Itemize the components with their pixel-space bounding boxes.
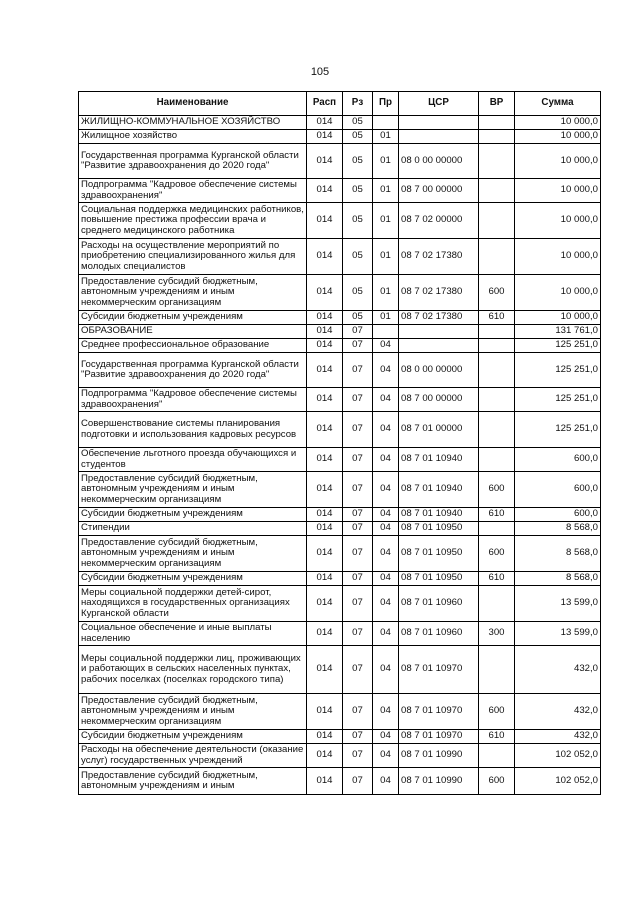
- cell-pr: 01: [373, 203, 399, 239]
- cell-csr: 08 7 01 10990: [399, 744, 479, 768]
- cell-rasp: 014: [307, 311, 343, 325]
- cell-pr: 04: [373, 572, 399, 586]
- cell-sum: 10 000,0: [515, 203, 601, 239]
- cell-vr: [479, 239, 515, 275]
- cell-pr: 04: [373, 522, 399, 536]
- cell-rasp: 014: [307, 339, 343, 353]
- cell-name: Предоставление субсидий бюджетным, автономным учреждениям и иным некоммерческим организациям: [79, 694, 307, 730]
- cell-vr: 600: [479, 472, 515, 508]
- cell-sum: 13 599,0: [515, 586, 601, 622]
- cell-csr: 08 7 01 10940: [399, 508, 479, 522]
- cell-name: Меры социальной поддержки детей-сирот, находящихся в государственных организациях Курганской области: [79, 586, 307, 622]
- table-row: [79, 325, 601, 339]
- cell-vr: [479, 144, 515, 179]
- cell-rz: 05: [343, 275, 373, 311]
- column-header-pr: Пр: [373, 92, 399, 116]
- cell-name: Подпрограмма "Кадровое обеспечение системы здравоохранения": [79, 179, 307, 203]
- table-row: [79, 311, 601, 325]
- table-row: [79, 768, 601, 795]
- cell-rasp: 014: [307, 768, 343, 795]
- cell-sum: 432,0: [515, 694, 601, 730]
- table-row: [79, 275, 601, 311]
- cell-pr: 04: [373, 353, 399, 388]
- cell-csr: 08 0 00 00000: [399, 144, 479, 179]
- cell-csr: 08 7 01 10940: [399, 448, 479, 472]
- table-row: [79, 130, 601, 144]
- cell-rasp: 014: [307, 130, 343, 144]
- cell-name: Предоставление субсидий бюджетным, автономным учреждениям и иным некоммерческим организациям: [79, 275, 307, 311]
- cell-vr: [479, 339, 515, 353]
- cell-pr: 04: [373, 744, 399, 768]
- table-row: [79, 508, 601, 522]
- page-number: 105: [310, 66, 330, 78]
- cell-csr: 08 0 00 00000: [399, 353, 479, 388]
- cell-rz: 07: [343, 646, 373, 694]
- cell-vr: [479, 388, 515, 412]
- cell-rz: 07: [343, 412, 373, 448]
- table-row: [79, 339, 601, 353]
- cell-csr: [399, 339, 479, 353]
- cell-name: Жилищное хозяйство: [79, 130, 307, 144]
- cell-csr: 08 7 01 00000: [399, 412, 479, 448]
- cell-sum: 8 568,0: [515, 536, 601, 572]
- cell-vr: [479, 179, 515, 203]
- cell-csr: 08 7 01 10950: [399, 536, 479, 572]
- budget-table: [78, 91, 601, 795]
- cell-sum: 13 599,0: [515, 622, 601, 646]
- cell-rz: 07: [343, 586, 373, 622]
- cell-rz: 07: [343, 388, 373, 412]
- cell-vr: 610: [479, 730, 515, 744]
- table-row: [79, 744, 601, 768]
- cell-rasp: 014: [307, 203, 343, 239]
- cell-sum: 10 000,0: [515, 130, 601, 144]
- cell-name: Совершенствование системы планирования подготовки и использования кадровых ресурсов: [79, 412, 307, 448]
- cell-pr: [373, 116, 399, 130]
- cell-sum: 125 251,0: [515, 388, 601, 412]
- cell-sum: 8 568,0: [515, 522, 601, 536]
- cell-pr: 01: [373, 144, 399, 179]
- cell-rz: 07: [343, 472, 373, 508]
- cell-csr: 08 7 02 17380: [399, 239, 479, 275]
- cell-rz: 07: [343, 339, 373, 353]
- column-header-csr: ЦСР: [399, 92, 479, 116]
- cell-csr: 08 7 02 00000: [399, 203, 479, 239]
- cell-rasp: 014: [307, 730, 343, 744]
- cell-sum: 432,0: [515, 646, 601, 694]
- cell-rz: 07: [343, 622, 373, 646]
- cell-vr: 600: [479, 275, 515, 311]
- cell-name: Среднее профессиональное образование: [79, 339, 307, 353]
- cell-sum: 10 000,0: [515, 116, 601, 130]
- cell-name: Государственная программа Курганской области "Развитие здравоохранения до 2020 года": [79, 144, 307, 179]
- column-header-vr: ВР: [479, 92, 515, 116]
- cell-sum: 10 000,0: [515, 311, 601, 325]
- cell-name: Социальное обеспечение и иные выплаты населению: [79, 622, 307, 646]
- cell-sum: 102 052,0: [515, 768, 601, 795]
- cell-vr: 600: [479, 768, 515, 795]
- cell-pr: 04: [373, 646, 399, 694]
- cell-csr: [399, 116, 479, 130]
- cell-vr: [479, 646, 515, 694]
- cell-pr: 04: [373, 730, 399, 744]
- cell-rasp: 014: [307, 508, 343, 522]
- cell-name: Социальная поддержка медицинских работников, повышение престижа профессии врача и среднего медицинского работника: [79, 203, 307, 239]
- cell-pr: 04: [373, 694, 399, 730]
- table-body: [79, 116, 601, 795]
- table-row: [79, 694, 601, 730]
- cell-rasp: 014: [307, 388, 343, 412]
- cell-vr: 610: [479, 311, 515, 325]
- cell-pr: 04: [373, 472, 399, 508]
- cell-csr: [399, 325, 479, 339]
- table-row: [79, 522, 601, 536]
- cell-rasp: 014: [307, 239, 343, 275]
- cell-vr: [479, 412, 515, 448]
- cell-pr: 01: [373, 239, 399, 275]
- cell-pr: 04: [373, 768, 399, 795]
- cell-vr: [479, 353, 515, 388]
- cell-pr: [373, 325, 399, 339]
- cell-sum: 131 761,0: [515, 325, 601, 339]
- cell-vr: [479, 203, 515, 239]
- column-header-rz: Рз: [343, 92, 373, 116]
- cell-rz: 05: [343, 116, 373, 130]
- cell-rz: 05: [343, 179, 373, 203]
- table-header-row: [79, 92, 601, 116]
- column-header-rasp: Расп: [307, 92, 343, 116]
- cell-name: Стипендии: [79, 522, 307, 536]
- cell-name: ОБРАЗОВАНИЕ: [79, 325, 307, 339]
- cell-csr: 08 7 01 10990: [399, 768, 479, 795]
- table-row: [79, 448, 601, 472]
- cell-rz: 05: [343, 203, 373, 239]
- cell-name: ЖИЛИЩНО-КОММУНАЛЬНОЕ ХОЗЯЙСТВО: [79, 116, 307, 130]
- cell-pr: 01: [373, 179, 399, 203]
- cell-vr: 610: [479, 508, 515, 522]
- cell-sum: 102 052,0: [515, 744, 601, 768]
- cell-rasp: 014: [307, 744, 343, 768]
- cell-pr: 04: [373, 448, 399, 472]
- cell-sum: 600,0: [515, 508, 601, 522]
- cell-csr: 08 7 01 10950: [399, 522, 479, 536]
- cell-vr: [479, 586, 515, 622]
- column-header-sum: Сумма: [515, 92, 601, 116]
- cell-rasp: 014: [307, 694, 343, 730]
- cell-rasp: 014: [307, 116, 343, 130]
- cell-vr: 600: [479, 694, 515, 730]
- cell-rasp: 014: [307, 144, 343, 179]
- cell-name: Субсидии бюджетным учреждениям: [79, 508, 307, 522]
- cell-rz: 05: [343, 144, 373, 179]
- cell-name: Предоставление субсидий бюджетным, автономным учреждениям и иным некоммерческим организациям: [79, 536, 307, 572]
- cell-pr: 01: [373, 275, 399, 311]
- table-row: [79, 353, 601, 388]
- cell-name: Подпрограмма "Кадровое обеспечение системы здравоохранения": [79, 388, 307, 412]
- cell-name: Субсидии бюджетным учреждениям: [79, 730, 307, 744]
- cell-rasp: 014: [307, 325, 343, 339]
- table-row: [79, 622, 601, 646]
- cell-rasp: 014: [307, 586, 343, 622]
- table-row: [79, 239, 601, 275]
- table-row: [79, 144, 601, 179]
- cell-rz: 07: [343, 448, 373, 472]
- cell-rasp: 014: [307, 536, 343, 572]
- cell-sum: 600,0: [515, 472, 601, 508]
- cell-csr: 08 7 01 10970: [399, 730, 479, 744]
- cell-name: Предоставление субсидий бюджетным, автономным учреждениям и иным: [79, 768, 307, 795]
- cell-sum: 125 251,0: [515, 339, 601, 353]
- cell-csr: 08 7 01 10960: [399, 586, 479, 622]
- cell-rasp: 014: [307, 472, 343, 508]
- cell-sum: 125 251,0: [515, 353, 601, 388]
- cell-csr: 08 7 00 00000: [399, 179, 479, 203]
- cell-vr: [479, 116, 515, 130]
- cell-vr: [479, 130, 515, 144]
- cell-sum: 600,0: [515, 448, 601, 472]
- cell-csr: 08 7 01 10950: [399, 572, 479, 586]
- cell-name: Меры социальной поддержки лиц, проживающих и работающих в сельских населенных пунктах, рабочих поселках (поселках городского типа): [79, 646, 307, 694]
- cell-name: Субсидии бюджетным учреждениям: [79, 311, 307, 325]
- cell-rasp: 014: [307, 412, 343, 448]
- cell-rz: 07: [343, 522, 373, 536]
- cell-rz: 07: [343, 744, 373, 768]
- table-row: [79, 586, 601, 622]
- table-row: [79, 116, 601, 130]
- cell-sum: 125 251,0: [515, 412, 601, 448]
- cell-sum: 10 000,0: [515, 144, 601, 179]
- cell-rasp: 014: [307, 522, 343, 536]
- cell-csr: 08 7 00 00000: [399, 388, 479, 412]
- cell-csr: 08 7 02 17380: [399, 275, 479, 311]
- cell-name: Государственная программа Курганской области "Развитие здравоохранения до 2020 года": [79, 353, 307, 388]
- cell-rz: 05: [343, 311, 373, 325]
- cell-pr: 04: [373, 388, 399, 412]
- cell-rz: 07: [343, 572, 373, 586]
- cell-rasp: 014: [307, 646, 343, 694]
- cell-rasp: 014: [307, 275, 343, 311]
- table-row: [79, 536, 601, 572]
- cell-csr: 08 7 01 10970: [399, 694, 479, 730]
- cell-name: Субсидии бюджетным учреждениям: [79, 572, 307, 586]
- cell-pr: 04: [373, 508, 399, 522]
- cell-rz: 07: [343, 694, 373, 730]
- table-row: [79, 388, 601, 412]
- cell-name: Обеспечение льготного проезда обучающихся и студентов: [79, 448, 307, 472]
- cell-pr: 04: [373, 412, 399, 448]
- cell-csr: 08 7 01 10940: [399, 472, 479, 508]
- column-header-name: Наименование: [79, 92, 307, 116]
- table-row: [79, 179, 601, 203]
- cell-vr: [479, 448, 515, 472]
- table-row: [79, 572, 601, 586]
- cell-vr: 610: [479, 572, 515, 586]
- cell-rasp: 014: [307, 622, 343, 646]
- cell-sum: 10 000,0: [515, 239, 601, 275]
- cell-vr: [479, 522, 515, 536]
- cell-rz: 07: [343, 768, 373, 795]
- table-row: [79, 646, 601, 694]
- cell-name: Предоставление субсидий бюджетным, автономным учреждениям и иным некоммерческим организациям: [79, 472, 307, 508]
- table-row: [79, 730, 601, 744]
- cell-pr: 01: [373, 311, 399, 325]
- cell-rz: 05: [343, 130, 373, 144]
- cell-name: Расходы на обеспечение деятельности (оказание услуг) государственных учреждений: [79, 744, 307, 768]
- cell-rz: 07: [343, 508, 373, 522]
- cell-rasp: 014: [307, 572, 343, 586]
- cell-vr: 600: [479, 536, 515, 572]
- cell-rasp: 014: [307, 353, 343, 388]
- cell-csr: [399, 130, 479, 144]
- cell-sum: 10 000,0: [515, 179, 601, 203]
- cell-rasp: 014: [307, 179, 343, 203]
- cell-rz: 07: [343, 730, 373, 744]
- cell-rz: 07: [343, 353, 373, 388]
- cell-pr: 04: [373, 622, 399, 646]
- cell-pr: 04: [373, 586, 399, 622]
- cell-sum: 8 568,0: [515, 572, 601, 586]
- cell-vr: [479, 325, 515, 339]
- cell-name: Расходы на осуществление мероприятий по приобретению специализированного жилья для молодых специалистов: [79, 239, 307, 275]
- table-row: [79, 412, 601, 448]
- cell-rz: 07: [343, 325, 373, 339]
- cell-pr: 04: [373, 339, 399, 353]
- cell-vr: 300: [479, 622, 515, 646]
- cell-rz: 07: [343, 536, 373, 572]
- cell-sum: 10 000,0: [515, 275, 601, 311]
- cell-csr: 08 7 02 17380: [399, 311, 479, 325]
- cell-vr: [479, 744, 515, 768]
- table-row: [79, 472, 601, 508]
- cell-csr: 08 7 01 10960: [399, 622, 479, 646]
- cell-pr: 04: [373, 536, 399, 572]
- table-row: [79, 203, 601, 239]
- cell-pr: 01: [373, 130, 399, 144]
- cell-sum: 432,0: [515, 730, 601, 744]
- cell-csr: 08 7 01 10970: [399, 646, 479, 694]
- cell-rz: 05: [343, 239, 373, 275]
- cell-rasp: 014: [307, 448, 343, 472]
